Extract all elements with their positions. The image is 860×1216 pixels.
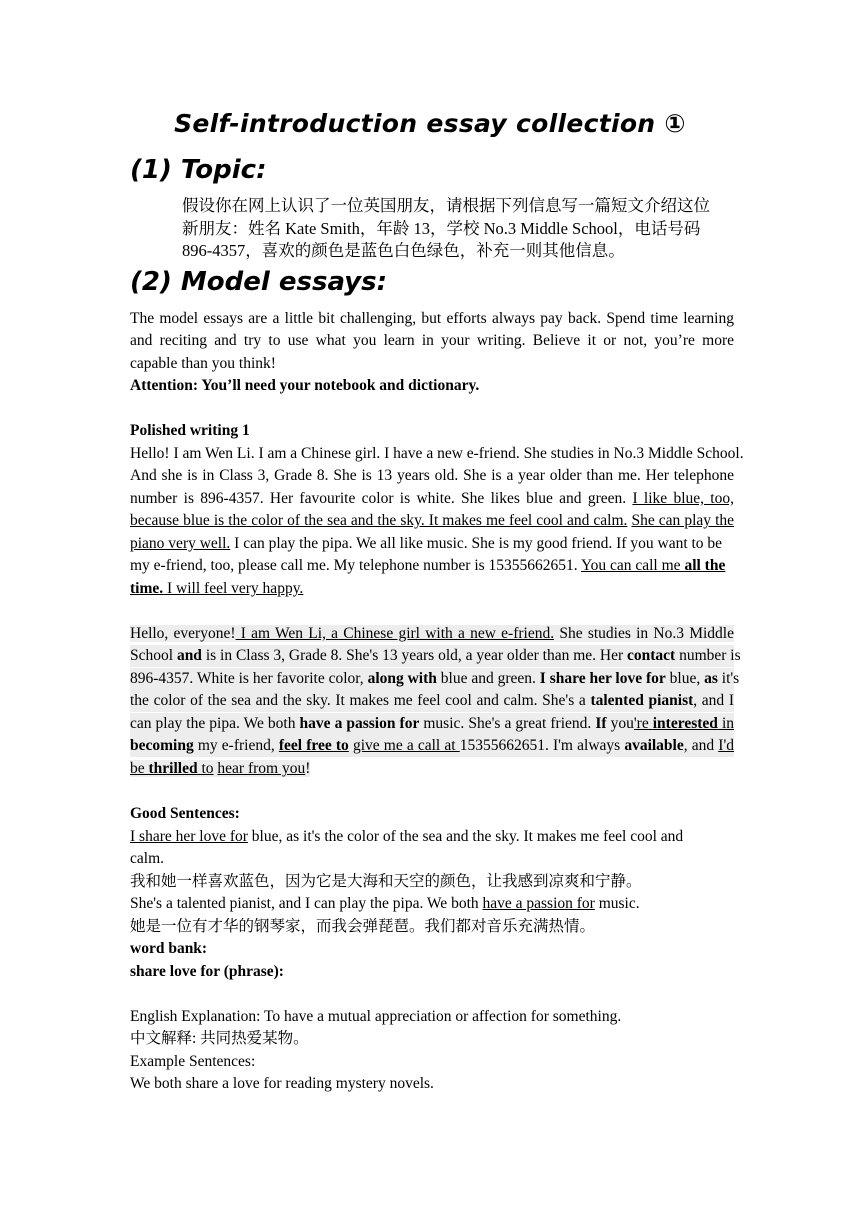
writing1-line: because blue is the color of the sea and the sky. It makes me feel cool and calm. She can play the (130, 512, 735, 529)
writing1-line: number is 896-4357. Her favourite color is white. She likes blue and green. I like blue, too, (130, 490, 734, 507)
writing2-line: becoming my e-friend, feel free to give me a call at 15355662651. I'm always available, and I'd (130, 735, 734, 757)
writing1-line: piano very well. I can play the pipa. We all like music. She is my good friend. If you want to be (130, 535, 723, 552)
writing2-line: School and is in Class 3, Grade 8. She's 13 years old, a year older than me. Her contact number is (130, 645, 734, 667)
chinese-explanation: 中文解释: 共同热爱某物。 (130, 1030, 309, 1047)
writing2-line: Hello, everyone! I am Wen Li, a Chinese girl with a new e-friend. She studies in No.3 Middle (130, 625, 734, 642)
writing2-line: be thrilled to hear from you! (130, 760, 311, 777)
writing1-line: time. I will feel very happy. (130, 580, 304, 597)
model-essays-heading: (2) Model essays: (130, 267, 388, 297)
intro-line: and reciting and try to use what you learn in your writing. Believe it or not, you’re more (130, 332, 734, 349)
good-sentences-heading: Good Sentences: (130, 805, 240, 822)
writing2-line: the color of the sea and the sky. It makes me feel cool and calm. She's a talented pianist, and I (130, 690, 734, 712)
polished-writing-heading: Polished writing 1 (130, 422, 250, 439)
topic-line: 假设你在网上认识了一位英国朋友，请根据下列信息写一篇短文介绍这位 (182, 196, 710, 215)
word-bank-heading: word bank: (130, 940, 208, 957)
writing1-line: my e-friend, too, please call me. My telephone number is 15355662651. You can call me all the (130, 557, 726, 574)
writing2-line: can play the pipa. We both have a passion for music. She's a great friend. If you're interested in (130, 713, 734, 735)
good-sentence: calm. (130, 850, 164, 867)
phrase-heading: share love for (phrase): (130, 963, 284, 980)
example-label: Example Sentences: (130, 1053, 256, 1070)
writing1-line: And she is in Class 3, Grade 8. She is 13 years old. She is a year older than me. Her telephone (130, 467, 734, 484)
good-sentence: I share her love for blue, as it's the color of the sea and the sky. It makes me feel cool and (130, 828, 684, 845)
good-sentence-translation: 我和她一样喜欢蓝色，因为它是大海和天空的颜色，让我感到凉爽和宁静。 (130, 873, 642, 890)
intro-line: The model essays are a little bit challenging, but efforts always pay back. Spend time learning (130, 310, 734, 327)
example-sentence: We both share a love for reading mystery novels. (130, 1075, 434, 1092)
topic-heading: (1) Topic: (130, 155, 267, 185)
attention-note: Attention: You’ll need your notebook and dictionary. (130, 377, 480, 394)
writing1-line: Hello! I am Wen Li. I am a Chinese girl. I have a new e-friend. She studies in No.3 Middle School. (130, 445, 744, 462)
intro-line: capable than you think! (130, 355, 276, 372)
topic-line: 896-4357，喜欢的颜色是蓝色白色绿色，补充一则其他信息。 (182, 241, 625, 260)
writing2-line: 896-4357. White is her favorite color, along with blue and green. I share her love for blue, as it's (130, 668, 734, 690)
good-sentence-translation: 她是一位有才华的钢琴家，而我会弹琵琶。我们都对音乐充满热情。 (130, 918, 596, 935)
good-sentence: She's a talented pianist, and I can play the pipa. We both have a passion for music. (130, 895, 640, 912)
english-explanation: English Explanation: To have a mutual appreciation or affection for something. (130, 1008, 622, 1025)
page-title: Self-introduction essay collection ① (174, 109, 686, 138)
topic-line: 新朋友：姓名 Kate Smith，年龄 13，学校 No.3 Middle School，电话号码 (182, 218, 701, 238)
topic-text (182, 195, 734, 263)
